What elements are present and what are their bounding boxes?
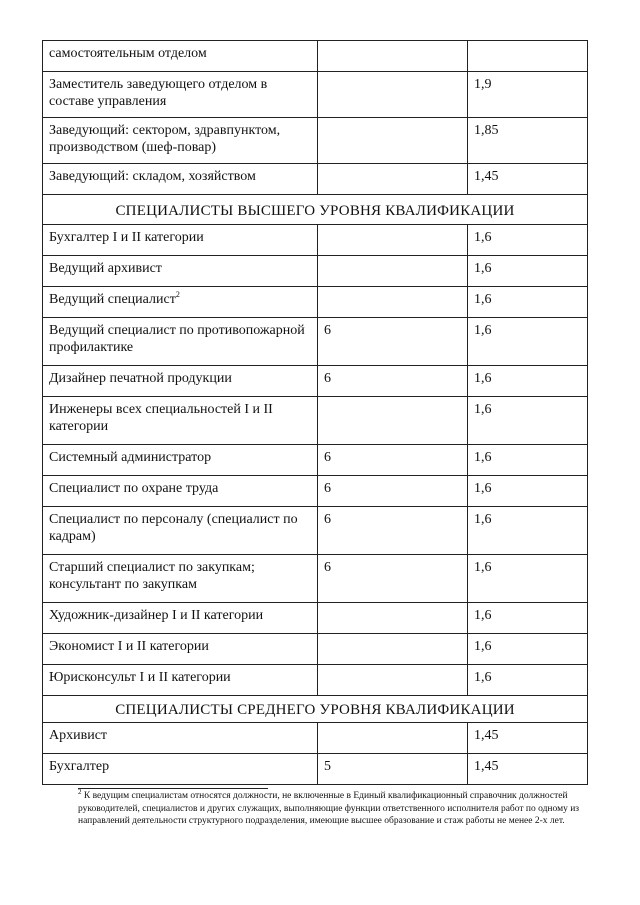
table-row: [43, 754, 588, 785]
position-cell: [43, 555, 318, 603]
qualification-level-cell: [318, 397, 468, 445]
table-row: [43, 634, 588, 665]
table-row: [43, 445, 588, 476]
table-row: [43, 164, 588, 195]
qualification-level-cell: [318, 225, 468, 256]
coefficient-cell: 1,6: [468, 603, 588, 634]
position-cell: [43, 318, 318, 366]
qualification-level-cell: [318, 164, 468, 195]
position-cell: [43, 397, 318, 445]
position-name: Архивист: [49, 728, 108, 743]
section-header-row: [43, 195, 588, 225]
qualification-level-cell: 6: [318, 445, 468, 476]
coefficient-cell: 1,6: [468, 318, 588, 366]
position-name: Бухгалтер: [49, 759, 110, 774]
salary-coefficient-table: [42, 40, 588, 785]
position-name: Системный администратор: [49, 450, 212, 465]
coefficient-cell: 1,45: [468, 164, 588, 195]
qualification-level-cell: [318, 118, 468, 164]
table-row: [43, 665, 588, 696]
coefficient-cell: 1,6: [468, 445, 588, 476]
coefficient-cell: 1,6: [468, 555, 588, 603]
table-row: [43, 318, 588, 366]
table-row: [43, 118, 588, 164]
footnote-reference: 2: [175, 290, 180, 299]
position-name: Художник-дизайнер I и II категории: [49, 608, 264, 623]
coefficient-cell: 1,6: [468, 476, 588, 507]
position-name: Заместитель заведующего отделом в составе управления: [49, 77, 268, 109]
qualification-level-cell: 6: [318, 318, 468, 366]
position-cell: [43, 754, 318, 785]
coefficient-cell: 1,6: [468, 634, 588, 665]
coefficient-cell: 1,6: [468, 256, 588, 287]
position-cell: [43, 723, 318, 754]
position-cell: [43, 164, 318, 195]
table-row: [43, 72, 588, 118]
table-row: [43, 507, 588, 555]
footnote-mark: 2: [78, 788, 82, 796]
qualification-level-cell: 5: [318, 754, 468, 785]
position-name: Дизайнер печатной продукции: [49, 371, 232, 386]
coefficient-cell: [468, 41, 588, 72]
position-cell: [43, 41, 318, 72]
table-row: [43, 723, 588, 754]
position-name: Бухгалтер I и II категории: [49, 230, 204, 245]
coefficient-cell: 1,85: [468, 118, 588, 164]
qualification-level-cell: [318, 287, 468, 318]
position-cell: [43, 665, 318, 696]
table-row: [43, 476, 588, 507]
coefficient-cell: 1,6: [468, 397, 588, 445]
section-title: СПЕЦИАЛИСТЫ СРЕДНЕГО УРОВНЯ КВАЛИФИКАЦИИ: [43, 696, 588, 723]
coefficient-cell: 1,9: [468, 72, 588, 118]
qualification-level-cell: 6: [318, 555, 468, 603]
qualification-level-cell: [318, 665, 468, 696]
position-name: самостоятельным отделом: [49, 46, 207, 61]
position-name: Заведующий: складом, хозяйством: [49, 169, 256, 184]
table-row: [43, 225, 588, 256]
qualification-level-cell: [318, 41, 468, 72]
table-row: [43, 41, 588, 72]
table-row: [43, 287, 588, 318]
position-name: Старший специалист по закупкам; консультант по закупкам: [49, 560, 255, 592]
position-cell: [43, 366, 318, 397]
position-name: Заведующий: сектором, здравпунктом, производством (шеф-повар): [49, 123, 281, 155]
position-cell: [43, 118, 318, 164]
position-cell: [43, 287, 318, 318]
coefficient-cell: 1,6: [468, 665, 588, 696]
qualification-level-cell: 6: [318, 366, 468, 397]
position-name: Специалист по персоналу (специалист по кадрам): [49, 512, 298, 544]
position-cell: [43, 507, 318, 555]
qualification-level-cell: 6: [318, 476, 468, 507]
footnote-divider: [78, 788, 268, 789]
coefficient-cell: 1,6: [468, 366, 588, 397]
position-cell: [43, 476, 318, 507]
qualification-level-cell: 6: [318, 507, 468, 555]
position-name: Ведущий специалист по противопожарной профилактике: [49, 323, 305, 355]
coefficient-cell: 1,6: [468, 225, 588, 256]
table-row: [43, 256, 588, 287]
coefficient-cell: 1,6: [468, 507, 588, 555]
table-row: [43, 397, 588, 445]
table-row: [43, 603, 588, 634]
section-header-row: [43, 696, 588, 723]
table-row: [43, 555, 588, 603]
position-cell: [43, 603, 318, 634]
qualification-level-cell: [318, 72, 468, 118]
qualification-level-cell: [318, 634, 468, 665]
table-row: [43, 366, 588, 397]
position-name: Ведущий архивист: [49, 261, 162, 276]
qualification-level-cell: [318, 256, 468, 287]
salary-table-container: [42, 40, 587, 785]
position-name: Инженеры всех специальностей I и II категории: [49, 402, 273, 434]
qualification-level-cell: [318, 723, 468, 754]
coefficient-cell: 1,6: [468, 287, 588, 318]
section-title: СПЕЦИАЛИСТЫ ВЫСШЕГО УРОВНЯ КВАЛИФИКАЦИИ: [43, 195, 588, 225]
footnote: [78, 790, 588, 828]
qualification-level-cell: [318, 603, 468, 634]
position-name: Специалист по охране труда: [49, 481, 219, 496]
position-name: Экономист I и II категории: [49, 639, 209, 654]
position-cell: [43, 634, 318, 665]
position-cell: [43, 445, 318, 476]
position-cell: [43, 225, 318, 256]
table-body: [43, 41, 588, 785]
coefficient-cell: 1,45: [468, 723, 588, 754]
position-name: Юрисконсульт I и II категории: [49, 670, 231, 685]
position-cell: [43, 72, 318, 118]
coefficient-cell: 1,45: [468, 754, 588, 785]
position-name: Ведущий специалист: [49, 292, 176, 307]
footnote-text: К ведущим специалистам относятся должности, не включенные в Единый квалификационный справочник должностей руководителей, специалистов и других служащих, выполняющие функции ответственного исполнителя работ по одному из направлений деятельности структурного подразделения, имеющие высшее образование и стаж работы не менее 2-х лет.: [78, 791, 580, 826]
position-cell: [43, 256, 318, 287]
